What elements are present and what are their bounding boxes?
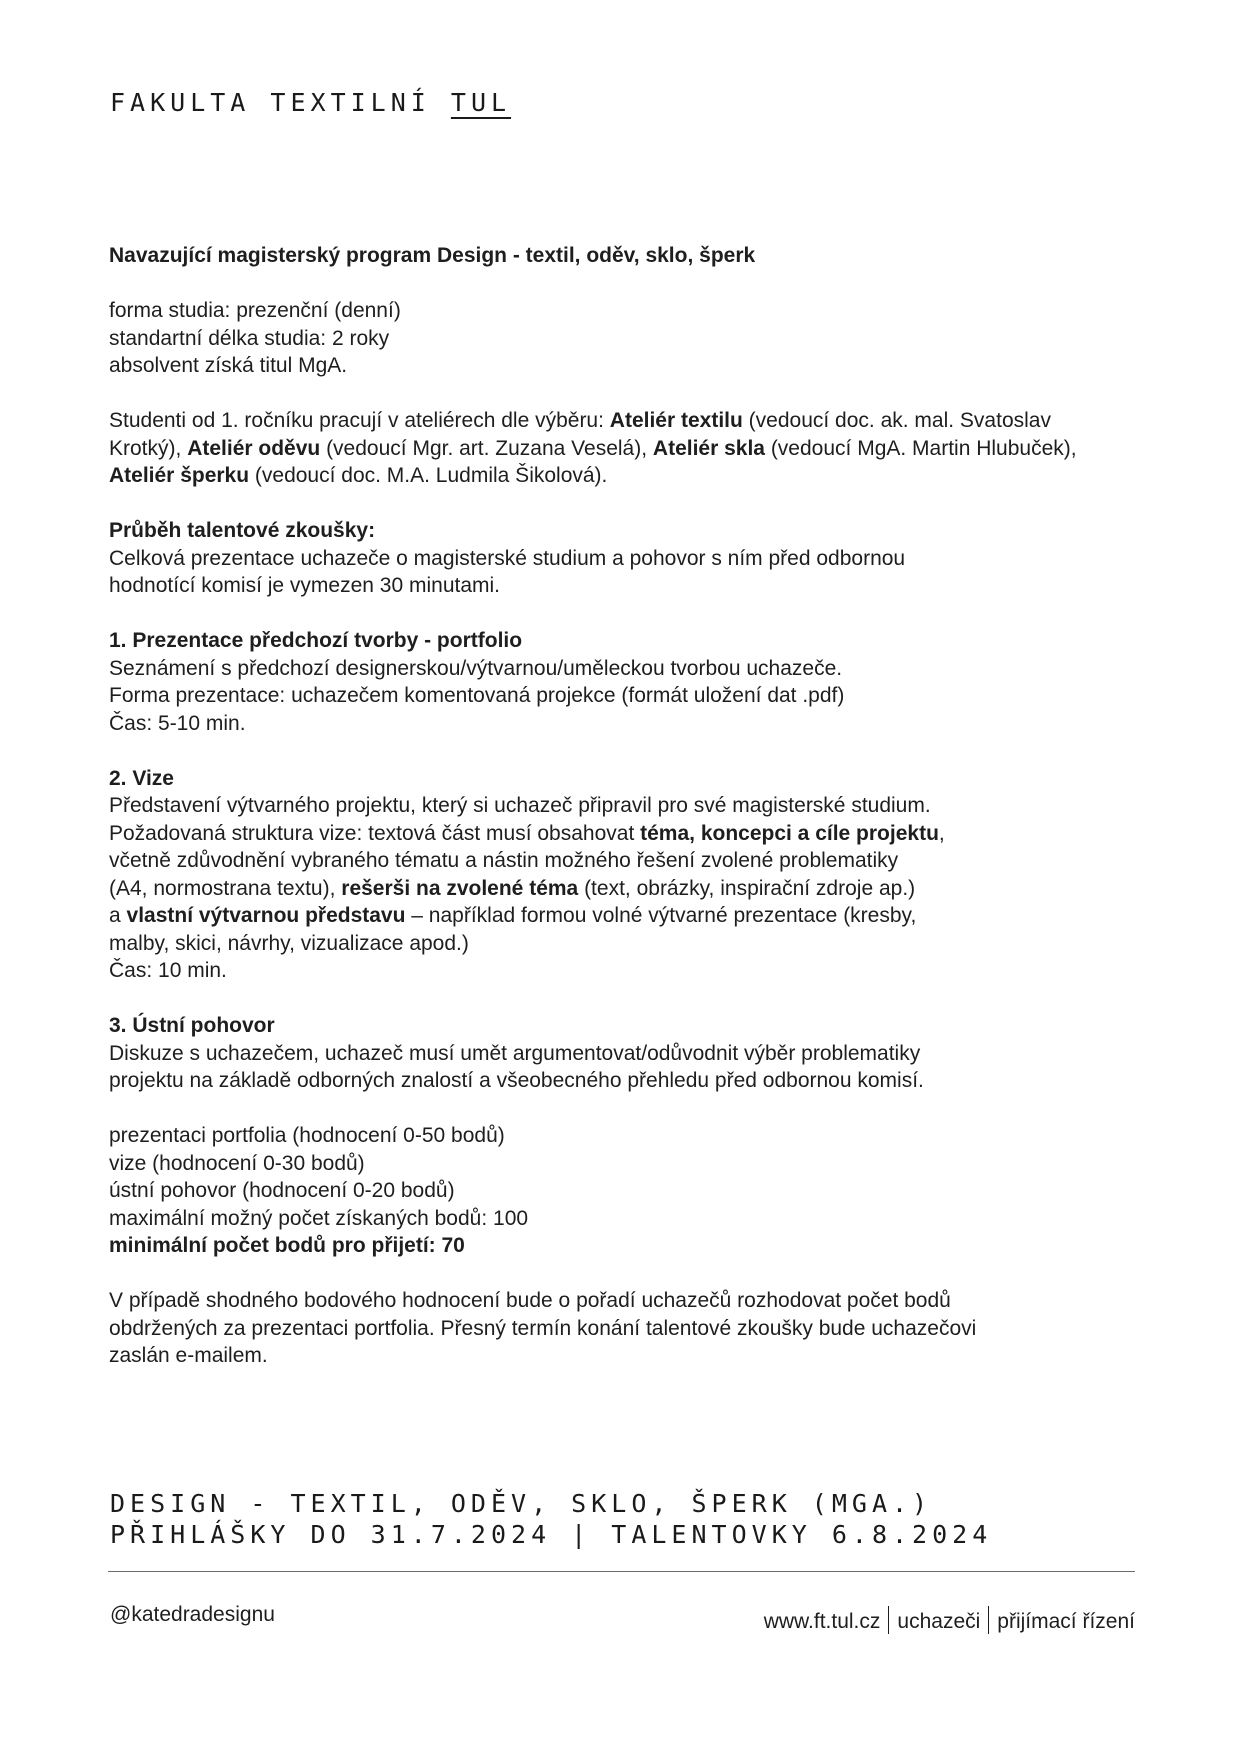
footer-links [764,1606,1135,1634]
exam-line: hodnotící komisí je vymezen 30 minutami. [109,574,501,597]
ateliers-intro: Studenti od 1. ročníku pracují v ateliérech dle výběru: [109,409,610,432]
scoring-line: ústní pohovor (hodnocení 0-20 bodů) [109,1179,455,1202]
section-interview [109,1012,1189,1095]
section-line [109,875,1189,903]
program-banner [110,1488,992,1550]
study-info [109,297,1189,380]
ateliers-paragraph [109,407,1189,490]
logo-mark: TUL [450,88,512,117]
scoring-line: prezentaci portfolia (hodnocení 0-50 bodů) [109,1124,505,1147]
exam-heading: Průběh talentové zkoušky: [109,519,376,542]
text-run: (text, obrázky, inspirační zdroje ap.) [578,876,916,900]
closing-line: zaslán e-mailem. [109,1344,268,1367]
info-line: forma studia: prezenční (denní) [109,299,401,322]
program-title-text: Navazující magisterský program Design - textil, oděv, sklo, šperk [109,244,756,267]
section-line: Forma prezentace: uchazečem komentovaná projekce (formát uložení dat .pdf) [109,684,845,707]
text-run: (A4, normostrana textu), [109,876,342,900]
faculty-logo [110,88,511,117]
program-title [109,242,1189,270]
info-line: absolvent získá titul MgA. [109,354,348,377]
banner-line-dates: PŘIHLÁŠKY DO 31.7.2024 | TALENTOVKY 6.8.2024 [110,1520,993,1549]
section-heading: 1. Prezentace předchozí tvorby - portfolio [109,629,523,652]
scoring-line: maximální možný počet získaných bodů: 100 [109,1206,529,1230]
section-portfolio [109,627,1189,737]
text-run: Požadovaná struktura vize: textová část musí obsahovat [109,821,641,845]
closing-line: obdržených za prezentaci portfolia. Přesný termín konání talentové zkoušky bude uchazečovi [109,1316,977,1340]
atelier-jewelry: Ateliér šperku [109,464,250,487]
section-line [109,820,1189,848]
atelier-jewelry-head: (vedoucí doc. M.A. Ludmila Šikolová). [249,464,608,487]
scoring-line: vize (hodnocení 0-30 bodů) [109,1151,365,1175]
social-handle[interactable]: @katedradesignu [110,1603,275,1626]
bold-run: téma, koncepci a cíle projektu [640,821,939,845]
scoring-minimum: minimální počet bodů pro přijetí: 70 [109,1234,465,1257]
atelier-clothing: Ateliér oděvu [187,436,321,460]
atelier-textile-head: (vedoucí doc. ak. mal. Svatoslav [742,409,1051,432]
exam-line: Celková prezentace uchazeče o magisterské studium a pohovor s ním před odbornou [109,546,906,570]
section-heading: 2. Vize [109,766,174,790]
atelier-glass-head: (vedoucí MgA. Martin Hlubuček), [764,436,1077,460]
ateliers-line [109,435,1189,463]
section-line [109,902,1189,930]
bold-run: rešerši na zvolené téma [341,876,579,900]
bold-run: vlastní výtvarnou představu [126,904,406,927]
section-line: Čas: 5-10 min. [109,711,246,735]
text-run: a [109,904,127,927]
section-line: Čas: 10 min. [109,959,227,982]
section-vision [109,765,1189,985]
closing-line: V případě shodného bodového hodnocení bude o pořadí uchazečů rozhodovat počet bodů [109,1289,951,1312]
atelier-textile-head-cont: Krotký), [109,436,188,460]
document-body [109,242,1189,1397]
ateliers-line [109,462,1189,490]
ateliers-line [109,407,1189,435]
banner-line-program: DESIGN - TEXTIL, ODĚV, SKLO, ŠPERK (MGA.) [110,1489,933,1518]
section-line: včetně zdůvodnění vybraného tématu a nástin možného řešení zvolené problematiky [109,849,899,872]
section-line: projektu na základě odborných znalostí a všeobecného přehledu před odbornou komisí. [109,1069,924,1092]
text-run: – například formou volné výtvarné prezentace (kresby, [405,904,917,927]
atelier-clothing-head: (vedoucí Mgr. art. Zuzana Veselá), [320,436,653,460]
footer-divider [108,1571,1135,1572]
text-run: , [938,821,945,845]
info-line: standartní délka studia: 2 roky [109,326,390,350]
link-separator [888,1606,889,1634]
section-line: malby, skici, návrhy, vizualizace apod.) [109,931,469,955]
applicants-link[interactable]: uchazeči [897,1610,981,1633]
scoring [109,1122,1189,1260]
logo-text: FAKULTA TEXTILNÍ [110,88,431,117]
closing-paragraph [109,1287,1189,1370]
exam-section [109,517,1189,600]
section-heading: 3. Ústní pohovor [109,1014,275,1037]
link-separator [988,1606,989,1634]
atelier-glass: Ateliér skla [652,436,765,460]
section-line: Diskuze s uchazečem, uchazeč musí umět argumentovat/odůvodnit výběr problematiky [109,1041,921,1065]
section-line: Seznámení s předchozí designerskou/výtvarnou/uměleckou tvorbou uchazeče. [109,656,843,680]
section-line: Představení výtvarného projektu, který si uchazeč připravil pro své magisterské studium. [109,794,931,817]
admission-link[interactable]: přijímací řízení [997,1610,1135,1633]
website-link[interactable]: www.ft.tul.cz [763,1610,881,1633]
atelier-textile: Ateliér textilu [609,409,743,432]
